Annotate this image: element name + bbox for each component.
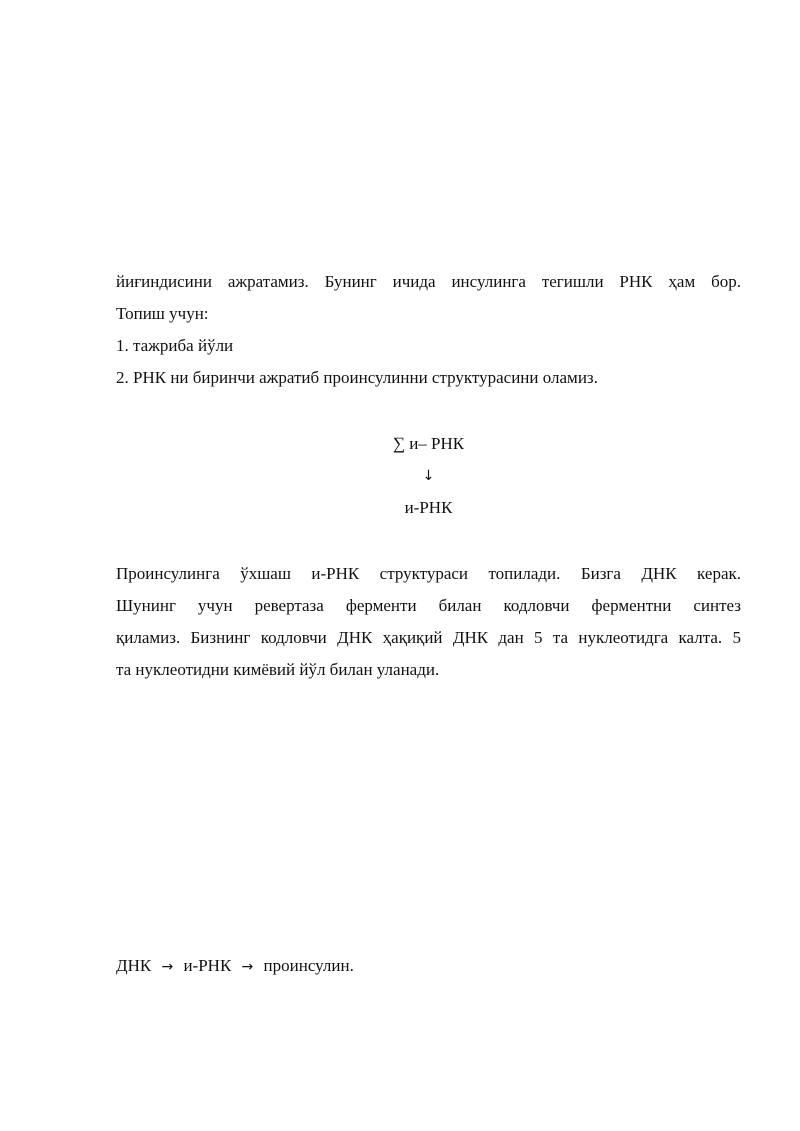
list-item: 2. РНК ни биринчи ажратиб проинсулинни структурасини оламиз. [116,368,598,387]
formula-block [116,428,741,524]
paragraph-line: йиғиндисини ажратамиз. Бунинг ичида инсулинга тегишли РНК ҳам бор. [116,272,741,291]
formula-top: ∑ и– РНК [392,434,465,453]
right-arrow-icon: → [241,959,254,975]
paragraph-line: Шунинг учун ревертаза ферменти билан кодловчи ферментни синтез [116,596,741,615]
down-arrow-icon: ↓ [422,468,435,484]
chain-item-proinsulin: проинсулин. [263,956,354,975]
chain-item-mrna: и-РНК [183,956,232,975]
chain-item-dna: ДНК [116,956,152,975]
numbered-list [116,330,741,394]
paragraph-line: қиламиз. Бизнинг кодловчи ДНК ҳақиқий ДНК дан 5 та нуклеотидга калта. 5 [116,628,741,647]
formula-bottom: и-РНК [404,498,453,517]
paragraph-line: Проинсулинга ўхшаш и-РНК структураси топилади. Бизга ДНК керак. [116,564,741,583]
paragraph-main [116,558,741,686]
paragraph-intro [116,266,741,330]
list-item: 1. тажриба йўли [116,336,234,355]
right-arrow-icon: → [161,959,174,975]
paragraph-line: Топиш учун: [116,304,209,323]
paragraph-line: та нуклеотидни кимёвий йўл билан уланади. [116,660,440,679]
conversion-chain [116,950,354,983]
